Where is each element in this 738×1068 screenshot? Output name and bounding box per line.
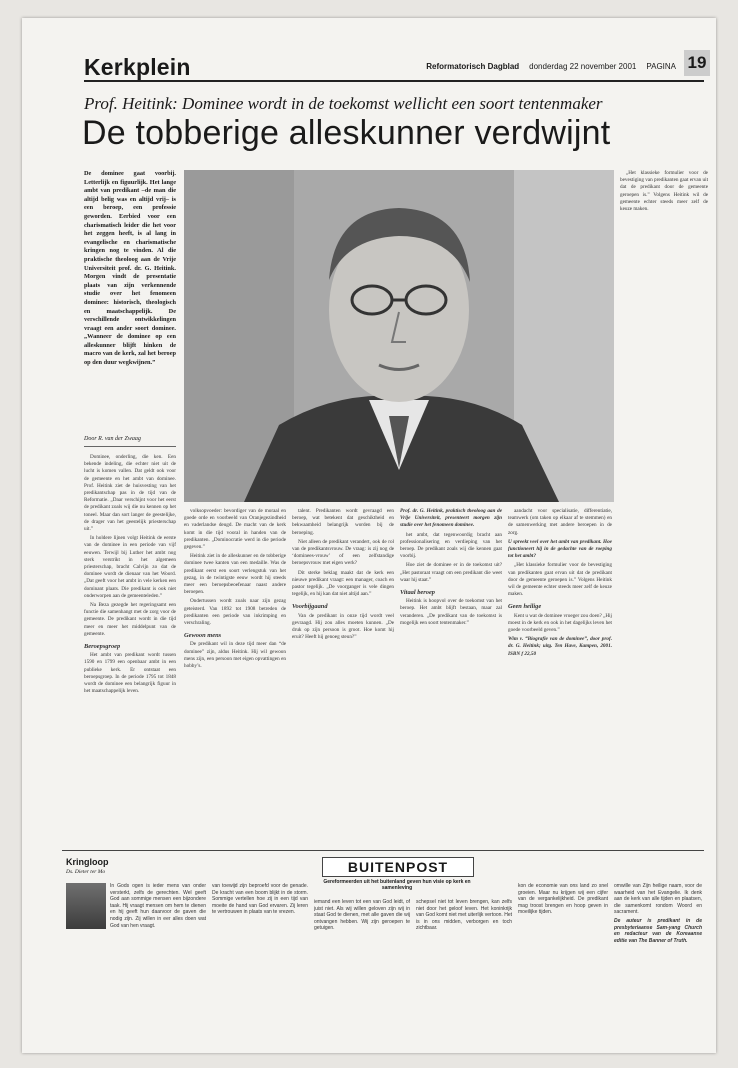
newspaper-page bbox=[22, 18, 716, 1053]
subheading: Beroepsgroep bbox=[84, 643, 121, 651]
bottom-column-5 bbox=[518, 883, 608, 1043]
subheading: Geen heilige bbox=[508, 603, 542, 611]
subheading: Gewoon mens bbox=[184, 632, 222, 640]
paragraph: „Het klassieke formulier voor de bevestiging van predikanten gaat ervan uit dat de predikant door de gemeente geroepen is.” Volgens Heitink wil de gemeente echter steeds meer zelf de keuze maken. bbox=[508, 562, 612, 598]
paragraph: van toewijd zijn beproefd voor de genade. De kracht van een boom blijkt in de storm. Sommige vertellen hoe zij in een tijd van moeite de hand van God ervaren. Zij leren te vertrouwen in plaats van te vrezen. bbox=[212, 883, 308, 916]
article-column-3 bbox=[292, 508, 394, 844]
paragraph: „Het klassieke formulier voor de bevestiging van predikanten gaat ervan uit dat de predikant door de gemeente geroepen is.” Volgens Heitink wil de gemeente echter steeds meer zelf de keuze maken. bbox=[620, 170, 708, 213]
byline-divider bbox=[84, 446, 176, 447]
paragraph: Het ambt van predikant wordt tussen 1590 en 1799 een openbaar ambt in een publieke kerk. Er ontstaat een beroepsgroep. In de periode 1795 tot 1848 wordt de dominee een belangrijk figuur in het maatschappelijk leven. bbox=[84, 652, 176, 695]
bottom-column-6 bbox=[614, 883, 702, 1043]
paragraph: Kent u wat de dominee vroeger zou doen? „Hij moest in de kerk en ook in het dagelijks leven het goede voorbeeld geven.” bbox=[508, 612, 612, 634]
article-column-6 bbox=[620, 170, 708, 844]
header-meta bbox=[426, 62, 676, 71]
issue-date: donderdag 22 november 2001 bbox=[529, 62, 637, 71]
article-column-1 bbox=[84, 454, 176, 844]
bottom-column-1 bbox=[110, 883, 206, 1043]
book-reference: Wim v. “Biografie van de dominee”, door prof. dr. G. Heitink; uitg. Ten Have, Kampen, 2001. ISBN f 22,50 bbox=[508, 636, 612, 657]
article-column-5 bbox=[508, 508, 612, 844]
paragraph: In holdere lijnen volgt Heitink de eerste van de dominee in een periode van vijf eeuwen. Terwijl bij Luther het ambt nog sterk verstrikt in het algemeen priesterschap, bracht Calvijn zo dat de dominee wordt de dienaar van het Woord. „Dat geeft voor het ambt in vele kerken een dominant plaats. Die predikant is ook niet onderworpen aan de gemeenteleden.” bbox=[84, 535, 176, 599]
kringloop-author: Ds. Dieter ter Mo bbox=[66, 869, 106, 875]
bottom-column-4 bbox=[416, 899, 512, 1043]
paragraph: Ondertussen wordt zoals naar zijn gezag geteisterd. Van 1892 tot 1908 betreden de predikanten een periode van inkrimping en verschraling. bbox=[184, 598, 286, 627]
paragraph: schepsel niet tot leven brengen, kan zelfs niet door het geloof leven. Het koninkrijk van God komt niet met uiterlijk vertoon. Het is in ons midden, verborgen en toch zichtbaar. bbox=[416, 899, 512, 932]
paragraph: kon de economie van ons land zo snel groeien. Maar nu krijgen wij een cijfer van de vergankelijkheid. De predikant mag troost brengen en hoop geven in moeilijke tijden. bbox=[518, 883, 608, 916]
paragraph: het ambt, dat tegenwoordig bracht aan professionalisering en verdieping van het beroep. De predikant zoals wij die kennen gaat voorbij. bbox=[400, 531, 502, 560]
paragraph: iemand een leven tot een van God leidt, of juist niet. Als wij willen geloven zijn wij in staat God te dienen, met alle gaven die wij ontvangen hebben. Wij zijn geroepen te getuigen. bbox=[314, 899, 410, 932]
paragraph: talent. Predikanten wordt gevraagd een beroep, wat betekent dat geschiktheid en bekwaamheid belangrijk worden bij de beroeping. bbox=[292, 508, 394, 536]
kringloop-title: Kringloop bbox=[66, 857, 109, 867]
photo-caption: Prof. dr. G. Heitink, praktisch theoloog aan de Vrije Universiteit, presenteert morgen zijn studie over het fenomeen dominee. bbox=[400, 508, 502, 529]
paragraph: In Gods ogen is ieder mens van onder versterkt, zelfs de gerechten. Wel geeft God aan sommige mensen een bijzondere taak. Hij vraagt mensen om hem te dienen en hij geeft hun daarvoor de gaven die nodig zijn. Zij willen in eer alles doen wat God van hen vraagt. bbox=[110, 883, 206, 929]
subheading: Voorbijgaand bbox=[292, 603, 328, 611]
paragraph: Dominee, onderling, die ken. Een bekende indeling, die echter niet uit de lucht is komen vallen. Dat geldt ook voor de gemeente en het ambt van dominee. Prof. Heitink ziet de huisvesting van het predikantschap pas in de tijd van de Reformatie. „Daar verschijnt voor het eerst de predikant zoals wij die nu kennen op het toneel. Maar dan sort langer de geestelijke, de drager van het geestelijk priesterschap uit.” bbox=[84, 454, 176, 533]
paragraph: aandacht voor specialisatie, differentiatie, teamwerk (om taken op elkaar af te stemmen) en de samenwerking met andere beroepen in de zorg. bbox=[508, 508, 612, 536]
author-photo bbox=[66, 883, 106, 929]
article-headline: De tobberige alleskunner verdwijnt bbox=[82, 114, 611, 152]
buitenpost-title: BUITENPOST bbox=[322, 857, 474, 877]
paragraph: Dit sterke beklag maakt dat de kerk een nieuwe predikant vraagt: een manager, coach en pastor tegelijk. „De voorganger is vele dingen tegelijk, en hij kan dat niet altijd aan.” bbox=[292, 569, 394, 598]
paragraph: Hoe ziet de dominee er in de toekomst uit? „Het pastoraat vraagt om een predikant die weet waar hij staat.” bbox=[400, 562, 502, 583]
paragraph: Niet alleen de predikant verandert, ook de rol van de predikantsvrouw. De vraag: is zij nog de ‘dominees-vrouw’ of een zelfstandige beroepsvrouw met eigen werk? bbox=[292, 538, 394, 567]
page-number: 19 bbox=[684, 50, 710, 76]
article-byline: Door R. van der Zwaag bbox=[84, 436, 141, 442]
portrait-illustration bbox=[184, 170, 614, 502]
author-note: De auteur is predikant in de presbyteriaanse Sam-yang Church en redacteur van de Koreaanse editie van The Banner of Truth. bbox=[614, 917, 702, 944]
paragraph: Heitink ziet in de alleskunner en de tobberige dominee twee kanten van een medaille. Was de predikant eerst een soort verlengstuk van het gezag, in de twintigste eeuw wordt hij steeds meer een beroepsbeoefenaar naast andere beroepen. bbox=[184, 553, 286, 596]
portrait-photo bbox=[184, 170, 614, 502]
paragraph: Na Beza gezegde het regeringsamt een functie die samenhangt met de zorg voor de gemeente. De predikant wordt in die tijd meer en meer het middelpunt van de gemeente. bbox=[84, 602, 176, 637]
article-column-4 bbox=[400, 508, 502, 844]
section-title: Kerkplein bbox=[84, 54, 191, 80]
subheading: Vitaal beroep bbox=[400, 589, 435, 597]
paper-name: Reformatorisch Dagblad bbox=[426, 62, 520, 71]
page-header bbox=[22, 18, 716, 80]
article-kicker: Prof. Heitink: Dominee wordt in de toekomst wellicht een soort tentenmaker bbox=[84, 94, 603, 113]
bottom-column-2 bbox=[212, 883, 308, 1043]
paragraph: volksopvoeder: bevordiger van de moraal en goede orde en voorbeeld van Oranjegezindheid en vaderlandse deugd. De macht van de kerk komt in die tijd vooral in handen van de predikanten. „Dominocratie werd in die periode gegeven.” bbox=[184, 508, 286, 551]
page-label: PAGINA bbox=[646, 62, 676, 71]
article-lead: De dominee gaat voorbij. Letterlijk en figuurlijk. Het lange ambt van predikant –de man die altijd belig was en altijd vrij– is een beroep, een professie geworden. Eerbied voor een charismatisch leider die het voor het zeggen heeft, is al lang in evangelische en charismatische kringen nog te vinden. Al die praktische theoloog aan de Vrije Universiteit prof. dr. G. Heitink. Morgen vindt de presentatie plaats van zijn verkennende studie over het fenomeen dominee: historisch, theologisch en maatschappelijk. De verschillende ontwikkelingen vraagt een ander soort dominee. „Wanneer de dominee op een alleskunner blijft hinken de macro van de kerk, zal het beroep op den duur wegkwijnen.” bbox=[84, 170, 176, 367]
header-rule bbox=[84, 80, 704, 82]
paragraph: Heitink is hoopvol over de toekomst van het beroep. Het ambt blijft bestaan, maar zal veranderen. „De predikant van de toekomst is mogelijk een soort tentenmaker.” bbox=[400, 598, 502, 626]
paragraph: De predikant wil in deze tijd meer dan “de dominee” zijn, aldus Heitink. Hij wil gewoon mens zijn, een persoon met eigen opvattingen en hobby’s. bbox=[184, 641, 286, 670]
paragraph: omwille van Zijn heilige naam, voor de waarheid van het Evangelie. Ik denk aan de kerk van alle tijden en plaatsen, die samenkomt rondom Woord en sacrament. bbox=[614, 883, 702, 916]
buitenpost-subtitle: Gereformeerden uit het buitenland geven hun visie op kerk en samenleving bbox=[323, 879, 471, 891]
bottom-section bbox=[62, 850, 704, 1047]
interview-question: U spreekt veel over het ambt van predikant. Hoe functioneert hij in de gedachte van de roeping tot het ambt? bbox=[508, 538, 612, 560]
article-column-2 bbox=[184, 508, 286, 844]
paragraph: Van de predikant in onze tijd wordt veel gevraagd. Hij zou alles moeten kunnen. „De druk op zijn persoon is groot. Hoe komt hij eruit? Heeft hij genoeg steun?” bbox=[292, 612, 394, 641]
bottom-column-3 bbox=[314, 899, 410, 1043]
